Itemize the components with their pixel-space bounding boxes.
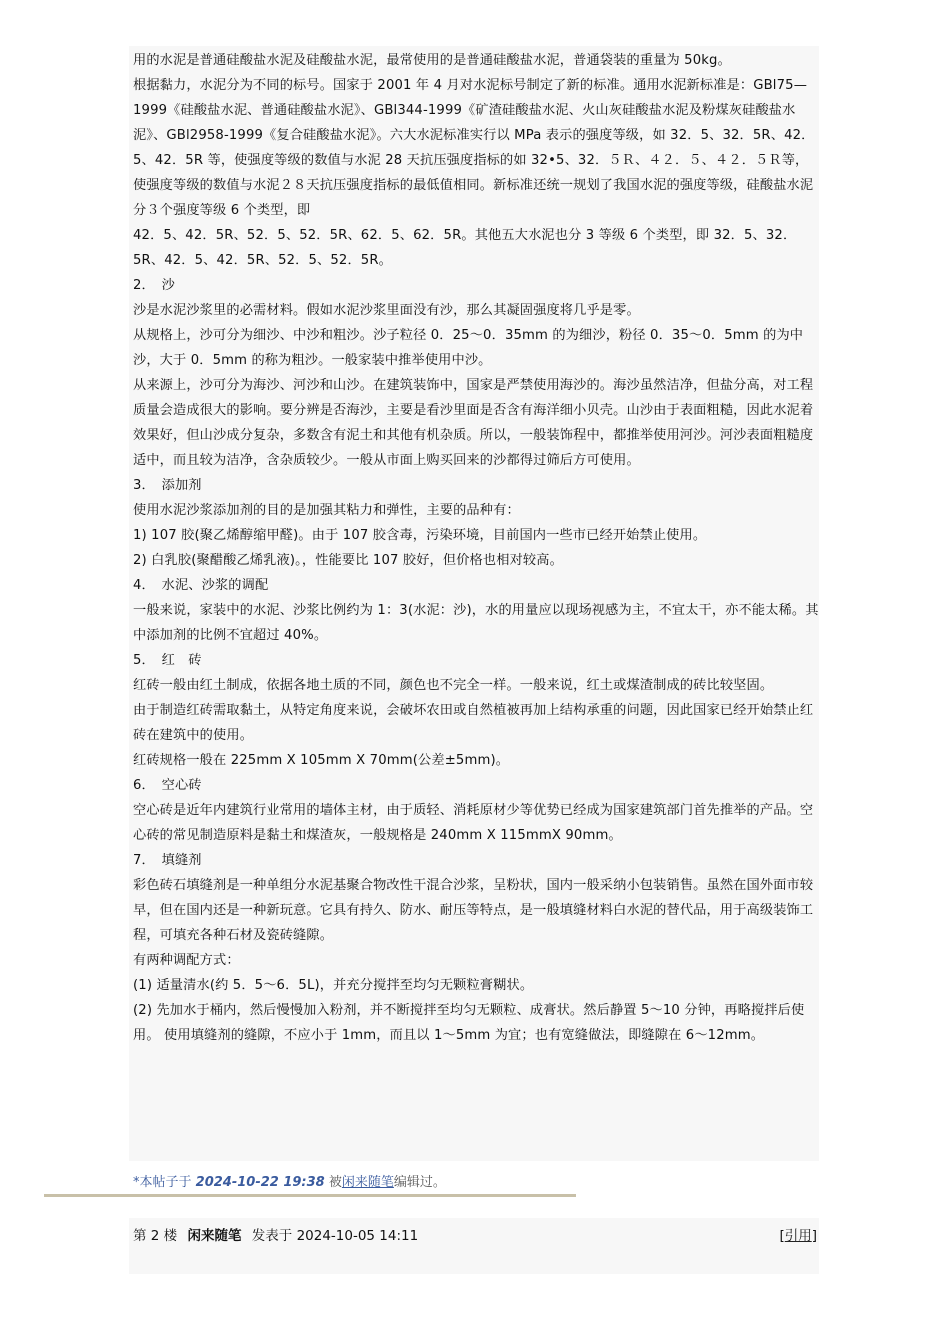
paragraph: 红砖一般由红土制成，依据各地土质的不同，颜色也不完全一样。一般来说，红土或煤渣制成的砖比较坚固。 bbox=[133, 678, 774, 693]
quote-button[interactable]: [引用] bbox=[779, 1228, 817, 1244]
paragraph: (1) 适量清水(约 5．5～6．5L)，并充分搅拌至均匀无颗粒膏糊状。 bbox=[133, 978, 534, 993]
paragraph: 用的水泥是普通硅酸盐水泥及硅酸盐水泥，最常使用的是普通硅酸盐水泥，普通袋装的重量为 50kg。 bbox=[133, 53, 731, 68]
editor-link[interactable]: 闲来随笔 bbox=[341, 1175, 394, 1190]
edit-note bbox=[133, 1173, 446, 1193]
section-heading: 4． 水泥、沙浆的调配 bbox=[133, 578, 269, 593]
section-heading: 5． 红 砖 bbox=[133, 653, 202, 668]
section-heading: 3． 添加剂 bbox=[133, 478, 202, 493]
paragraph: 1) 107 胶(聚乙烯醇缩甲醛)。由于 107 胶含毒，污染环境，目前国内一些市已经开始禁止使用。 bbox=[133, 528, 707, 543]
paragraph: 红砖规格一般在 225mm X 105mm X 70mm(公差±5mm)。 bbox=[133, 753, 510, 768]
paragraph: 从规格上，沙可分为细沙、中沙和粗沙。沙子粒径 0．25～0．35mm 的为细沙，粉径 0．35～0．5mm 的为中沙，大于 0．5mm 的称为粗沙。一般家装中推举使用中沙。 bbox=[133, 328, 804, 368]
section-heading: 2． 沙 bbox=[133, 278, 175, 293]
paragraph: 根据黏力，水泥分为不同的标号。国家于 2001 年 4 月对水泥标号制定了新的标准。通用水泥新标准是：GBl75—1999《硅酸盐水泥、普通硅酸盐水泥》、GBl344-1999《矿渣硅酸盐水泥、火山灰硅酸盐水泥及粉煤灰硅酸盐水泥》、GBl2958-1999《复合硅酸盐水泥》。六大水泥标准实行以 MPa 表示的强度等级，如 32．5、32．5R、42．5、42．5R 等，使强度等级的数值与水泥 28 天抗压强度指标的如 32•5、32．５Ｒ、４２．５、４２．５Ｒ等，使强度等级的数值与水泥２８天抗压强度指标的最低值相同。新标准还统一规划了我国水泥的强度等级，硅酸盐水泥分３个强度等级 6 个类型，即 bbox=[133, 78, 815, 218]
floor-number: 第 2 楼 bbox=[133, 1228, 178, 1244]
paragraph: 一般来说，家装中的水泥、沙浆比例约为 1：3(水泥：沙)，水的用量应以现场视感为主，不宜太干，亦不能太稀。其中添加剂的比例不宜超过 40%。 bbox=[133, 603, 819, 643]
post-divider bbox=[44, 1194, 576, 1197]
edit-time: 2024-10-22 19:38 bbox=[195, 1175, 325, 1190]
paragraph: 空心砖是近年内建筑行业常用的墙体主材，由于质轻、消耗原材少等优势已经成为国家建筑部门首先推举的产品。空心砖的常见制造原料是黏土和煤渣灰，一般规格是 240mm X 115mmX 90mm。 bbox=[133, 803, 814, 843]
edit-note-by: 被 bbox=[328, 1175, 342, 1190]
post-content bbox=[133, 48, 819, 1048]
posted-label: 发表于 bbox=[251, 1228, 293, 1244]
floor-info bbox=[133, 1226, 418, 1246]
edit-note-prefix: *本帖子于 bbox=[133, 1175, 192, 1190]
paragraph: (2) 先加水于桶内，然后慢慢加入粉剂，并不断搅拌至均匀无颗粒、成膏状。然后静置 5～10 分钟，再略搅拌后使用。 使用填缝剂的缝隙，不应小于 1mm，而且以 1～5mm 为宜；也有宽缝做法，即缝隙在 6～12mm。 bbox=[133, 1003, 805, 1043]
paragraph: 42．5、42．5R、52．5、52．5R、62．5、62．5R。其他五大水泥也分 3 等级 6 个类型，即 32．5、32．5R、42．5、42．5R、52．5、52．5R。 bbox=[133, 228, 797, 268]
section-heading: 7． 填缝剂 bbox=[133, 853, 202, 868]
paragraph: 2) 白乳胶(聚醋酸乙烯乳液)。，性能要比 107 胶好，但价格也相对较高。 bbox=[133, 553, 563, 568]
quote-label[interactable]: 引用 bbox=[784, 1228, 812, 1244]
paragraph: 有两种调配方式： bbox=[133, 953, 240, 968]
section-heading: 6． 空心砖 bbox=[133, 778, 202, 793]
author-link[interactable]: 闲来随笔 bbox=[187, 1228, 242, 1244]
paragraph: 由于制造红砖需取黏土，从特定角度来说，会破坏农田或自然植被再加上结构承重的问题，因此国家已经开始禁止红砖在建筑中的使用。 bbox=[133, 703, 814, 743]
paragraph: 彩色砖石填缝剂是一种单组分水泥基聚合物改性干混合沙浆，呈粉状，国内一般采纳小包装销售。虽然在国外面市较早，但在国内还是一种新玩意。它具有持久、防水、耐压等特点，是一般填缝材料白水泥的替代品，用于高级装饰工程，可填充各种石材及瓷砖缝隙。 bbox=[133, 878, 814, 943]
edit-note-suffix: 编辑过。 bbox=[393, 1175, 446, 1190]
paragraph: 使用水泥沙浆添加剂的目的是加强其粘力和弹性，主要的品种有： bbox=[133, 503, 520, 518]
paragraph: 从来源上，沙可分为海沙、河沙和山沙。在建筑装饰中，国家是严禁使用海沙的。海沙虽然洁净，但盐分高，对工程质量会造成很大的影响。要分辨是否海沙，主要是看沙里面是否含有海洋细小贝壳。山沙由于表面粗糙，因此水泥着效果好，但山沙成分复杂，多数含有泥土和其他有机杂质。所以，一般装饰程中，都推举使用河沙。河沙表面粗糙度适中，而且较为洁净，含杂质较少。一般从市面上购买回来的沙都得过筛后方可使用。 bbox=[133, 378, 814, 468]
posted-time: 2024-10-05 14:11 bbox=[296, 1228, 419, 1244]
paragraph: 沙是水泥沙浆里的必需材料。假如水泥沙浆里面没有沙，那么其凝固强度将几乎是零。 bbox=[133, 303, 640, 318]
